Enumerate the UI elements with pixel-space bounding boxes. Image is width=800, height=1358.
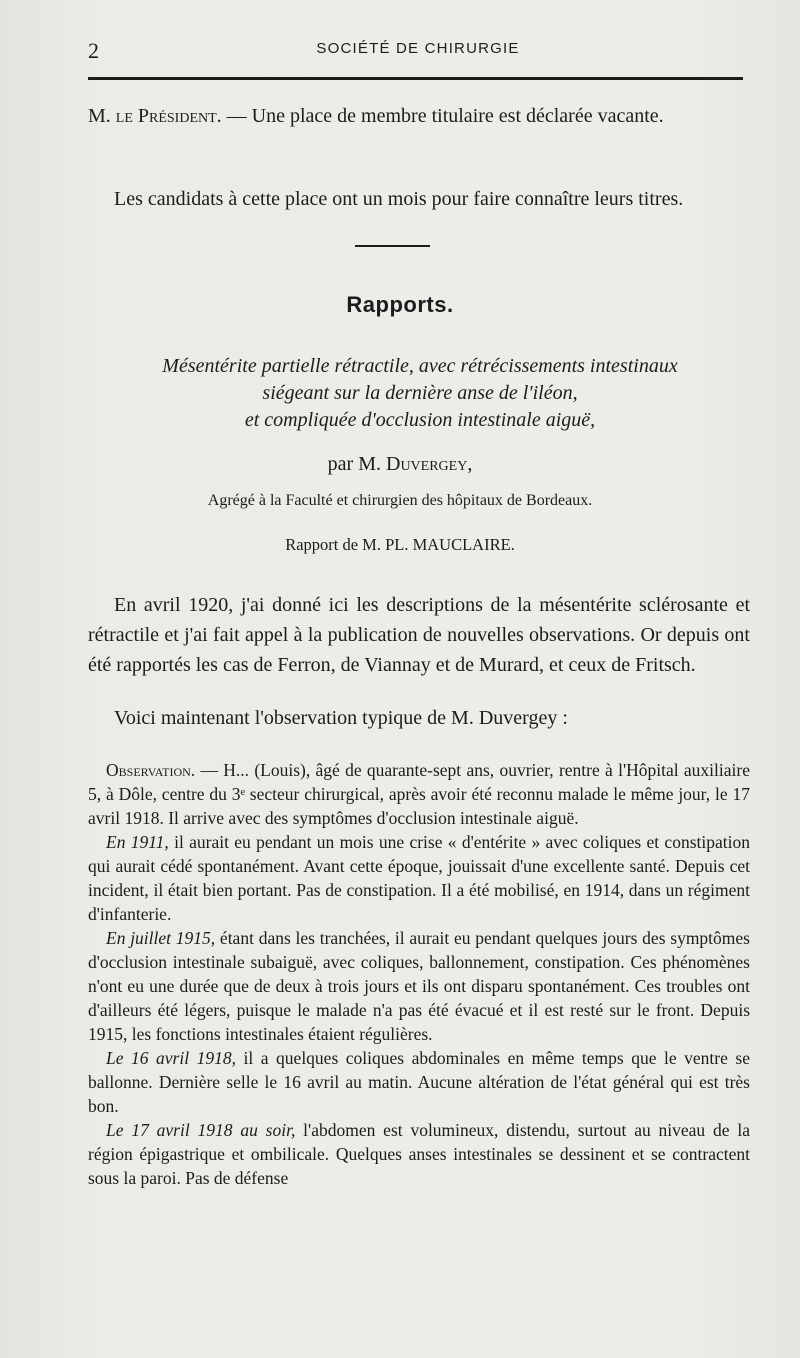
date-1911: En 1911, bbox=[106, 832, 169, 852]
report-paragraph-2: Voici maintenant l'observation typique de M. Duvergey : bbox=[114, 707, 568, 729]
report-byline: Rapport de M. PL. MAUCLAIRE. bbox=[285, 535, 515, 554]
running-head bbox=[88, 38, 748, 62]
candidates-paragraph: Les candidats à cette place ont un mois pour faire connaître leurs titres. bbox=[114, 188, 684, 210]
article-title-line-2: siégeant sur la dernière anse de l'iléon, bbox=[262, 382, 578, 404]
date-july-1915: En juillet 1915, bbox=[106, 928, 216, 948]
observation-paragraph-1: Observation. — H... (Louis), âgé de quarante-sept ans, ouvrier, rentre à l'Hôpital auxiliaire 5, à Dôle, centre du 3ᵉ secteur chirurgical, après avoir été reconnu malade le même jour, le 17 avril 1918. Il arrive avec des symptômes d'occlusion intestinale aiguë. bbox=[88, 760, 750, 828]
author-name: Duvergey, bbox=[386, 453, 473, 475]
page-number: 2 bbox=[88, 38, 99, 63]
report-paragraph-1: En avril 1920, j'ai donné ici les descriptions de la mésentérite sclérosante et rétractile et j'ai fait appel à la publication de nouvelles observations. Or depuis ont été rapportés les cas de Ferron, de Viannay et de Murard, et ceux de Fritsch. bbox=[88, 594, 750, 676]
observation-paragraph-2: En 1911, il aurait eu pendant un mois une crise « d'entérite » avec coliques et constipation qui aurait cédé spontanément. Avant cette époque, jouissait d'une excellente santé. Depuis cet incident, il était bien portant. Pas de constipation. Il a été mobilisé, en 1914, dans un régiment d'infanterie. bbox=[88, 832, 750, 924]
author-affiliation: Agrégé à la Faculté et chirurgien des hôpitaux de Bordeaux. bbox=[207, 492, 593, 509]
observation-paragraph-4: Le 16 avril 1918, il a quelques coliques abdominales en même temps que le ventre se ballonne. Dernière selle le 16 avril au matin. Aucune altération de l'état général qui est très bon. bbox=[88, 1048, 750, 1116]
announcement-paragraph bbox=[88, 101, 750, 131]
header-rule bbox=[88, 77, 743, 80]
observation-paragraph-3: En juillet 1915, étant dans les tranchées, il aurait eu pendant quelques jours des symptômes d'occlusion intestinale subaiguë, avec coliques, ballonnement, constipation. Ces phénomènes n'ont eu une durée que de deux à trois jours et ils ont disparu spontanément. Ces troubles ont d'ailleurs été légers, puisque le malade n'a pas été évacué et il est resté sur le front. Depuis 1915, les fonctions intestinales étaient régulières. bbox=[88, 928, 750, 1044]
speaker-name: M. le Président. bbox=[88, 105, 222, 127]
observation-paragraph-5: Le 17 avril 1918 au soir, l'abdomen est volumineux, distendu, surtout au niveau de la région épigastrique et ombilicale. Quelques anses intestinales se dessinent et se contractent sous la paroi. Pas de défense bbox=[88, 1120, 750, 1188]
section-title: Rapports. bbox=[346, 292, 454, 317]
section-divider bbox=[355, 245, 430, 247]
date-17-april-1918: Le 17 avril 1918 au soir, bbox=[106, 1120, 296, 1140]
author-prefix: par M. bbox=[327, 453, 386, 475]
article-title-line-1: Mésentérite partielle rétractile, avec rétrécissements intestinaux bbox=[162, 355, 678, 377]
observation-block bbox=[88, 758, 750, 1190]
article-title-line-3: et compliquée d'occlusion intestinale aiguë, bbox=[244, 409, 596, 431]
announcement-text: — Une place de membre titulaire est déclarée vacante. bbox=[221, 105, 664, 127]
date-16-april-1918: Le 16 avril 1918, bbox=[106, 1048, 236, 1068]
article-author bbox=[0, 453, 800, 476]
observation-label: Observation. bbox=[106, 760, 196, 780]
journal-title: SOCIÉTÉ DE CHIRURGIE bbox=[316, 40, 520, 57]
